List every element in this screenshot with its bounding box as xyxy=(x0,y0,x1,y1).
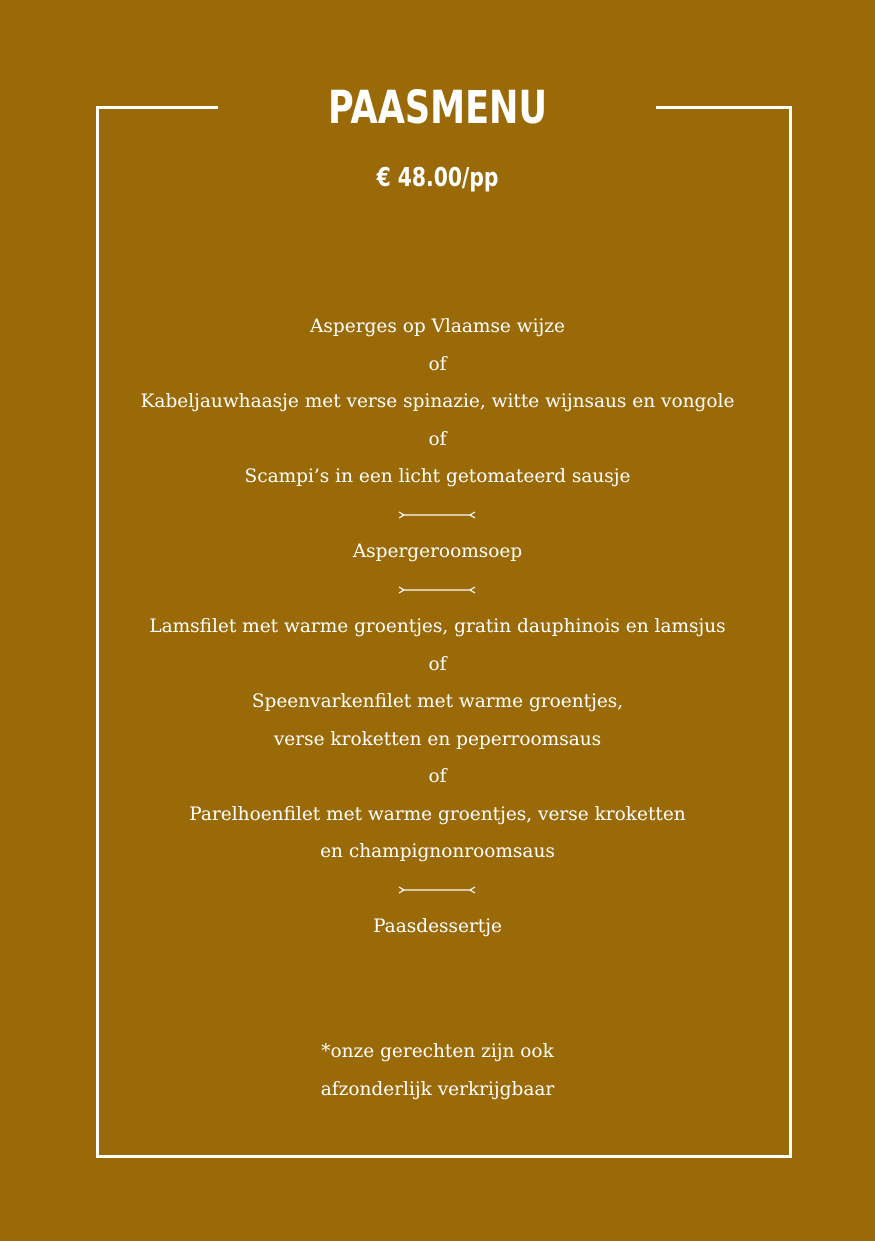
main-or-1: of xyxy=(428,653,447,675)
menu-note xyxy=(0,1033,875,1108)
main-option-1: Lamsfilet met warme groentjes, gratin dauphinois en lamsjus xyxy=(149,616,726,637)
arrow-divider-icon xyxy=(0,496,875,534)
menu-courses xyxy=(0,308,875,946)
menu-price: € 48.00/pp xyxy=(376,163,499,193)
note-line-2: afzonderlijk verkrijgbaar xyxy=(320,1078,555,1100)
starter-option-2: Kabeljauwhaasje met verse spinazie, witte wijnsaus en vongole xyxy=(140,391,735,412)
starter-option-3: Scampi’s in een licht getomateerd sausje xyxy=(244,466,631,487)
starter-or-2: of xyxy=(428,428,447,450)
dessert-item: Paasdessertje xyxy=(373,916,502,937)
main-or-2: of xyxy=(428,766,447,787)
menu-title: PAASMENU xyxy=(328,81,547,134)
starter-option-1: Asperges op Vlaamse wijze xyxy=(310,316,565,337)
soup-item: Aspergeroomsoep xyxy=(352,541,523,562)
note-line-1: *onze gerechten zijn ook xyxy=(321,1041,554,1062)
main-option-3-line-2: en champignonroomsaus xyxy=(320,841,555,862)
starter-or-1: of xyxy=(428,353,447,375)
arrow-divider-icon xyxy=(0,871,875,909)
main-option-2-line-1: Speenvarkenfilet met warme groentjes, xyxy=(251,691,624,712)
main-option-2-line-2: verse kroketten en peperroomsaus xyxy=(273,728,602,750)
main-option-3-line-1: Parelhoenfilet met warme groentjes, verse kroketten xyxy=(189,803,686,825)
arrow-divider-icon xyxy=(0,571,875,609)
